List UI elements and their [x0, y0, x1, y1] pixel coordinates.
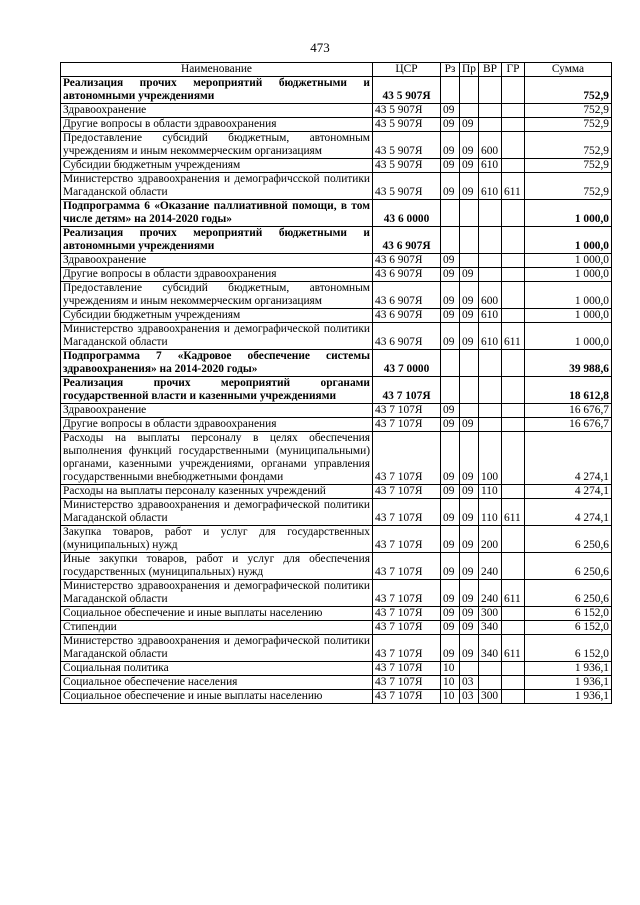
row-name: Расходы на выплаты персоналу казенных учреждений: [61, 485, 373, 499]
row-csr: 43 7 107Я: [373, 418, 441, 432]
row-name: Субсидии бюджетным учреждениям: [61, 159, 373, 173]
row-vr: [479, 662, 502, 676]
row-sum: 16 676,7: [525, 418, 612, 432]
row-pr: 09: [460, 323, 479, 350]
row-rz: 10: [441, 690, 460, 704]
row-sum: 4 274,1: [525, 432, 612, 485]
row-vr: 300: [479, 690, 502, 704]
row-pr: [460, 350, 479, 377]
table-row: [61, 132, 612, 159]
row-pr: [460, 662, 479, 676]
row-gr: [502, 418, 525, 432]
row-pr: 03: [460, 676, 479, 690]
row-vr: 610: [479, 323, 502, 350]
row-name: Здравоохранение: [61, 254, 373, 268]
row-csr: 43 7 107Я: [373, 635, 441, 662]
row-sum: 6 250,6: [525, 580, 612, 607]
row-pr: [460, 227, 479, 254]
row-rz: 09: [441, 553, 460, 580]
row-rz: [441, 377, 460, 404]
table-row: [61, 377, 612, 404]
row-pr: 09: [460, 621, 479, 635]
row-csr: 43 6 907Я: [373, 323, 441, 350]
table-row: [61, 227, 612, 254]
table-row: [61, 607, 612, 621]
row-rz: 09: [441, 173, 460, 200]
row-rz: 09: [441, 323, 460, 350]
row-name: Социальное обеспечение и иные выплаты населению: [61, 607, 373, 621]
row-csr: 43 6 907Я: [373, 282, 441, 309]
row-vr: 110: [479, 485, 502, 499]
row-name: Реализация прочих мероприятий органами государственной власти и казенными учреждениями: [61, 377, 373, 404]
row-gr: [502, 159, 525, 173]
row-pr: 09: [460, 499, 479, 526]
row-rz: [441, 200, 460, 227]
table-body: [61, 77, 612, 704]
row-vr: 240: [479, 580, 502, 607]
col-header-vr: ВР: [479, 63, 502, 77]
row-gr: [502, 200, 525, 227]
row-pr: 09: [460, 418, 479, 432]
row-rz: 09: [441, 607, 460, 621]
table-row: [61, 118, 612, 132]
row-sum: 6 250,6: [525, 526, 612, 553]
row-sum: 4 274,1: [525, 485, 612, 499]
table-row: [61, 268, 612, 282]
row-vr: [479, 350, 502, 377]
row-gr: [502, 553, 525, 580]
row-pr: 09: [460, 282, 479, 309]
table-row: [61, 418, 612, 432]
row-sum: 1 936,1: [525, 662, 612, 676]
row-csr: 43 7 107Я: [373, 526, 441, 553]
row-csr: 43 5 907Я: [373, 159, 441, 173]
row-rz: 10: [441, 676, 460, 690]
row-sum: 1 000,0: [525, 282, 612, 309]
row-rz: 09: [441, 432, 460, 485]
row-pr: 09: [460, 607, 479, 621]
row-name: Социальное обеспечение населения: [61, 676, 373, 690]
table-row: [61, 635, 612, 662]
row-vr: [479, 676, 502, 690]
row-vr: 610: [479, 173, 502, 200]
row-gr: 611: [502, 173, 525, 200]
row-sum: 1 936,1: [525, 690, 612, 704]
row-rz: 09: [441, 499, 460, 526]
row-sum: 752,9: [525, 173, 612, 200]
row-csr: 43 7 107Я: [373, 404, 441, 418]
row-gr: [502, 676, 525, 690]
row-pr: [460, 254, 479, 268]
row-vr: [479, 254, 502, 268]
row-rz: 09: [441, 104, 460, 118]
table-row: [61, 77, 612, 104]
row-gr: [502, 227, 525, 254]
row-pr: [460, 104, 479, 118]
row-sum: 1 936,1: [525, 676, 612, 690]
table-header-row: [61, 63, 612, 77]
row-pr: 09: [460, 132, 479, 159]
row-csr: 43 6 0000: [373, 200, 441, 227]
row-pr: [460, 77, 479, 104]
row-rz: [441, 77, 460, 104]
row-name: Министерство здравоохранения и демографичcской политики Магаданской области: [61, 173, 373, 200]
table-row: [61, 104, 612, 118]
table-row: [61, 690, 612, 704]
table-row: [61, 323, 612, 350]
table-row: [61, 499, 612, 526]
row-rz: 09: [441, 282, 460, 309]
row-name: Здравоохранение: [61, 404, 373, 418]
row-pr: 09: [460, 526, 479, 553]
row-vr: 340: [479, 621, 502, 635]
row-csr: 43 6 907Я: [373, 268, 441, 282]
table-row: [61, 159, 612, 173]
row-name: Предоставление субсидий бюджетным, автономным учреждениям и иным некоммерческим организациям: [61, 132, 373, 159]
row-pr: 09: [460, 553, 479, 580]
table-row: [61, 485, 612, 499]
row-vr: [479, 418, 502, 432]
row-pr: [460, 404, 479, 418]
row-name: Расходы на выплаты персоналу в целях обеспечения выполнения функций государственными (муниципальными) органами, казенными учреждениями, органами управления государственными внебюджетными фондами: [61, 432, 373, 485]
row-vr: 200: [479, 526, 502, 553]
row-csr: 43 7 107Я: [373, 607, 441, 621]
row-rz: 09: [441, 485, 460, 499]
row-gr: [502, 432, 525, 485]
row-name: Субсидии бюджетным учреждениям: [61, 309, 373, 323]
row-name: Подпрограмма 6 «Оказание паллиативной помощи, в том числе детям» на 2014-2020 годы»: [61, 200, 373, 227]
row-csr: 43 7 107Я: [373, 580, 441, 607]
row-csr: 43 6 907Я: [373, 227, 441, 254]
row-sum: 6 250,6: [525, 553, 612, 580]
row-csr: 43 7 107Я: [373, 553, 441, 580]
budget-table: [60, 62, 612, 704]
row-rz: [441, 350, 460, 377]
row-csr: 43 5 907Я: [373, 77, 441, 104]
row-vr: 610: [479, 309, 502, 323]
row-sum: 1 000,0: [525, 200, 612, 227]
row-gr: [502, 690, 525, 704]
table-row: [61, 173, 612, 200]
row-vr: [479, 118, 502, 132]
table-row: [61, 621, 612, 635]
row-pr: 09: [460, 485, 479, 499]
row-vr: 610: [479, 159, 502, 173]
row-csr: 43 7 107Я: [373, 377, 441, 404]
row-name: Социальная политика: [61, 662, 373, 676]
row-csr: 43 7 107Я: [373, 432, 441, 485]
row-rz: 10: [441, 662, 460, 676]
row-gr: [502, 254, 525, 268]
row-csr: 43 7 107Я: [373, 485, 441, 499]
row-gr: [502, 282, 525, 309]
row-gr: [502, 485, 525, 499]
table-row: [61, 200, 612, 227]
row-rz: 09: [441, 254, 460, 268]
row-pr: 09: [460, 580, 479, 607]
row-rz: 09: [441, 159, 460, 173]
row-rz: 09: [441, 132, 460, 159]
row-gr: [502, 118, 525, 132]
table-row: [61, 404, 612, 418]
row-sum: 752,9: [525, 77, 612, 104]
col-header-gr: ГР: [502, 63, 525, 77]
page-number: 473: [310, 40, 330, 55]
col-header-csr: ЦСР: [373, 63, 441, 77]
row-rz: 09: [441, 118, 460, 132]
row-sum: 4 274,1: [525, 499, 612, 526]
row-name: Министерство здравоохранения и демографической политики Магаданской области: [61, 635, 373, 662]
row-sum: 6 152,0: [525, 621, 612, 635]
table-row: [61, 580, 612, 607]
row-pr: 09: [460, 118, 479, 132]
row-name: Другие вопросы в области здравоохранения: [61, 418, 373, 432]
row-gr: [502, 350, 525, 377]
row-gr: [502, 526, 525, 553]
row-vr: [479, 77, 502, 104]
row-vr: [479, 200, 502, 227]
col-header-pr: Пр: [460, 63, 479, 77]
row-gr: [502, 377, 525, 404]
row-vr: 300: [479, 607, 502, 621]
row-name: Реализация прочих мероприятий бюджетными и автономными учреждениями: [61, 227, 373, 254]
row-sum: 1 000,0: [525, 309, 612, 323]
row-name: Министерство здравоохранения и демографической политики Магаданской области: [61, 580, 373, 607]
row-name: Социальное обеспечение и иные выплаты населению: [61, 690, 373, 704]
row-gr: [502, 77, 525, 104]
table-row: [61, 350, 612, 377]
table-row: [61, 432, 612, 485]
row-vr: 340: [479, 635, 502, 662]
row-rz: 09: [441, 621, 460, 635]
row-gr: [502, 309, 525, 323]
row-name: Здравоохранение: [61, 104, 373, 118]
row-rz: [441, 227, 460, 254]
col-header-name: Наименование: [61, 63, 373, 77]
row-vr: [479, 104, 502, 118]
row-rz: 09: [441, 404, 460, 418]
row-rz: 09: [441, 635, 460, 662]
row-sum: 6 152,0: [525, 635, 612, 662]
row-pr: 09: [460, 268, 479, 282]
row-gr: [502, 104, 525, 118]
row-sum: 6 152,0: [525, 607, 612, 621]
row-pr: 09: [460, 432, 479, 485]
row-name: Стипендии: [61, 621, 373, 635]
table-row: [61, 282, 612, 309]
table-row: [61, 676, 612, 690]
col-header-rz: Рз: [441, 63, 460, 77]
table-row: [61, 553, 612, 580]
table-row: [61, 526, 612, 553]
row-pr: 03: [460, 690, 479, 704]
table-row: [61, 309, 612, 323]
row-gr: 611: [502, 499, 525, 526]
row-gr: [502, 132, 525, 159]
row-sum: 16 676,7: [525, 404, 612, 418]
row-csr: 43 7 107Я: [373, 662, 441, 676]
row-name: Министерство здравоохранения и демографической политики Магаданской области: [61, 499, 373, 526]
row-csr: 43 7 0000: [373, 350, 441, 377]
row-csr: 43 7 107Я: [373, 499, 441, 526]
row-rz: 09: [441, 418, 460, 432]
row-gr: [502, 268, 525, 282]
row-sum: 39 988,6: [525, 350, 612, 377]
row-name: Подпрограмма 7 «Кадровое обеспечение системы здравоохранения» на 2014-2020 годы»: [61, 350, 373, 377]
row-sum: 1 000,0: [525, 254, 612, 268]
row-csr: 43 5 907Я: [373, 173, 441, 200]
row-csr: 43 6 907Я: [373, 309, 441, 323]
row-vr: 100: [479, 432, 502, 485]
row-sum: 752,9: [525, 132, 612, 159]
row-vr: [479, 227, 502, 254]
row-name: Иные закупки товаров, работ и услуг для обеспечения государственных (муниципальных) нужд: [61, 553, 373, 580]
row-vr: 110: [479, 499, 502, 526]
row-gr: 611: [502, 323, 525, 350]
row-sum: 752,9: [525, 104, 612, 118]
row-name: Другие вопросы в области здравоохранения: [61, 118, 373, 132]
row-name: Закупка товаров, работ и услуг для государственных (муниципальных) нужд: [61, 526, 373, 553]
row-rz: 09: [441, 526, 460, 553]
row-rz: 09: [441, 309, 460, 323]
row-sum: 1 000,0: [525, 227, 612, 254]
row-sum: 752,9: [525, 118, 612, 132]
row-vr: 600: [479, 132, 502, 159]
row-csr: 43 5 907Я: [373, 118, 441, 132]
row-vr: [479, 268, 502, 282]
row-sum: 1 000,0: [525, 268, 612, 282]
table-row: [61, 662, 612, 676]
row-pr: 09: [460, 173, 479, 200]
row-gr: 611: [502, 580, 525, 607]
row-rz: 09: [441, 268, 460, 282]
row-pr: 09: [460, 635, 479, 662]
row-name: Реализация прочих мероприятий бюджетными и автономными учреждениями: [61, 77, 373, 104]
row-pr: 09: [460, 309, 479, 323]
row-csr: 43 7 107Я: [373, 690, 441, 704]
row-sum: 1 000,0: [525, 323, 612, 350]
row-csr: 43 5 907Я: [373, 132, 441, 159]
row-gr: [502, 662, 525, 676]
row-csr: 43 6 907Я: [373, 254, 441, 268]
row-name: Другие вопросы в области здравоохранения: [61, 268, 373, 282]
row-gr: 611: [502, 635, 525, 662]
row-pr: [460, 200, 479, 227]
row-csr: 43 5 907Я: [373, 104, 441, 118]
row-vr: 600: [479, 282, 502, 309]
row-rz: 09: [441, 580, 460, 607]
row-gr: [502, 621, 525, 635]
row-gr: [502, 607, 525, 621]
row-sum: 752,9: [525, 159, 612, 173]
col-header-sum: Сумма: [525, 63, 612, 77]
row-sum: 18 612,8: [525, 377, 612, 404]
row-name: Предоставление субсидий бюджетным, автономным учреждениям и иным некоммерческим организациям: [61, 282, 373, 309]
row-gr: [502, 404, 525, 418]
table-row: [61, 254, 612, 268]
row-vr: [479, 404, 502, 418]
row-pr: [460, 377, 479, 404]
row-vr: 240: [479, 553, 502, 580]
row-vr: [479, 377, 502, 404]
row-name: Министерство здравоохранения и демографической политики Магаданской области: [61, 323, 373, 350]
row-pr: 09: [460, 159, 479, 173]
row-csr: 43 7 107Я: [373, 621, 441, 635]
row-csr: 43 7 107Я: [373, 676, 441, 690]
